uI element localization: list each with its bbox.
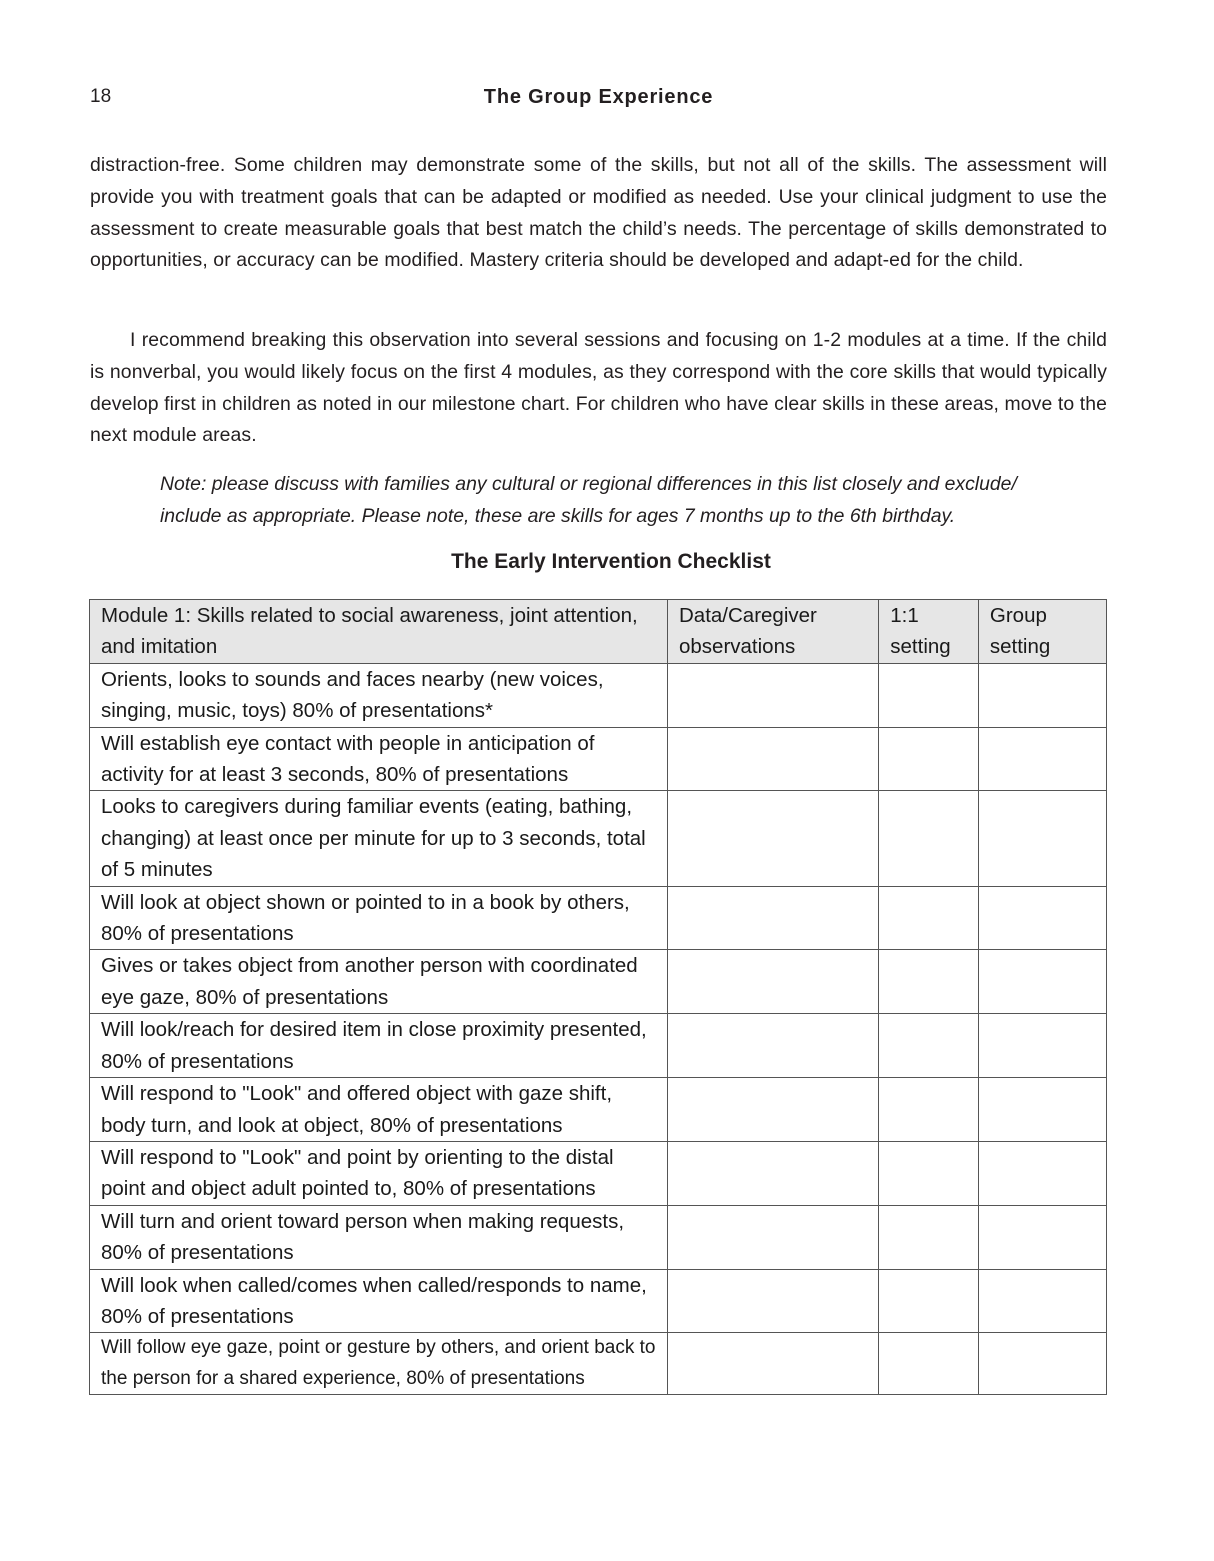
- one-to-one-cell[interactable]: [879, 950, 979, 1014]
- table-row: [90, 1333, 1107, 1394]
- table-row: [90, 950, 1107, 1014]
- group-cell[interactable]: [978, 886, 1106, 950]
- group-cell[interactable]: [978, 791, 1106, 886]
- group-cell[interactable]: [978, 1269, 1106, 1333]
- table-row: [90, 1269, 1107, 1333]
- table-row: [90, 1205, 1107, 1269]
- one-to-one-cell[interactable]: [879, 886, 979, 950]
- skill-cell: Will turn and orient toward person when making requests, 80% of presentations: [90, 1205, 668, 1269]
- data-cell[interactable]: [668, 663, 879, 727]
- skill-cell: Will follow eye gaze, point or gesture by others, and orient back to the person for a shared experience, 80% of presentations: [90, 1333, 668, 1394]
- skill-cell: Looks to caregivers during familiar events (eating, bathing, changing) at least once per minute for up to 3 seconds, total of 5 minutes: [90, 791, 668, 886]
- group-cell[interactable]: [978, 1078, 1106, 1142]
- skill-cell: Will establish eye contact with people in anticipation of activity for at least 3 seconds, 80% of presentations: [90, 727, 668, 791]
- data-cell[interactable]: [668, 1078, 879, 1142]
- table-row: [90, 1014, 1107, 1078]
- table-header-row: [90, 600, 1107, 664]
- column-header-group: Group setting: [978, 600, 1106, 664]
- skill-cell: Will look/reach for desired item in close proximity presented, 80% of presentations: [90, 1014, 668, 1078]
- group-cell[interactable]: [978, 1014, 1106, 1078]
- one-to-one-cell[interactable]: [879, 1014, 979, 1078]
- one-to-one-cell[interactable]: [879, 1269, 979, 1333]
- column-header-data-caregiver: Data/Caregiver observations: [668, 600, 879, 664]
- body-paragraph-2: I recommend breaking this observation into several sessions and focusing on 1-2 modules at a time. If the child is nonverbal, you would likely focus on the first 4 modules, as they correspond with the core skills that would typically develop first in children as noted in our milestone chart. For children who have clear skills in these areas, move to the next module areas.: [90, 329, 1107, 447]
- checklist-title: The Early Intervention Checklist: [451, 550, 771, 573]
- table-row: [90, 791, 1107, 886]
- table-row: [90, 1078, 1107, 1142]
- group-cell[interactable]: [978, 950, 1106, 1014]
- skill-cell: Will respond to "Look" and point by orienting to the distal point and object adult pointed to, 80% of presentations: [90, 1141, 668, 1205]
- running-head: The Group Experience: [483, 86, 714, 108]
- skill-cell: Orients, looks to sounds and faces nearby (new voices, singing, music, toys) 80% of presentations*: [90, 663, 668, 727]
- one-to-one-cell[interactable]: [879, 727, 979, 791]
- skill-cell: Gives or takes object from another person with coordinated eye gaze, 80% of presentations: [90, 950, 668, 1014]
- skill-cell: Will respond to "Look" and offered object with gaze shift, body turn, and look at object, 80% of presentations: [90, 1078, 668, 1142]
- one-to-one-cell[interactable]: [879, 1205, 979, 1269]
- one-to-one-cell[interactable]: [879, 1141, 979, 1205]
- one-to-one-cell[interactable]: [879, 791, 979, 886]
- data-cell[interactable]: [668, 1014, 879, 1078]
- one-to-one-cell[interactable]: [879, 1333, 979, 1394]
- table-row: [90, 663, 1107, 727]
- column-header-one-to-one: 1:1 setting: [879, 600, 979, 664]
- data-cell[interactable]: [668, 950, 879, 1014]
- table-row: [90, 886, 1107, 950]
- skill-cell: Will look when called/comes when called/responds to name, 80% of presentations: [90, 1269, 668, 1333]
- data-cell[interactable]: [668, 791, 879, 886]
- group-cell[interactable]: [978, 1333, 1106, 1394]
- table-row: [90, 727, 1107, 791]
- data-cell[interactable]: [668, 1141, 879, 1205]
- one-to-one-cell[interactable]: [879, 1078, 979, 1142]
- data-cell[interactable]: [668, 1269, 879, 1333]
- data-cell[interactable]: [668, 1205, 879, 1269]
- group-cell[interactable]: [978, 1205, 1106, 1269]
- skill-cell: Will look at object shown or pointed to in a book by others, 80% of presentations: [90, 886, 668, 950]
- early-intervention-checklist-table: [89, 599, 1107, 1395]
- body-paragraph-1: distraction-free. Some children may demonstrate some of the skills, but not all of the skills. The assessment will provide you with treatment goals that can be adapted or modified as needed. Use your clinical judgment to use the assessment to create measurable goals that best match the child’s needs. The percentage of skills demonstrated to opportunities, or accuracy can be modified. Mastery criteria should be developed and adapt-ed for the child.: [90, 154, 1107, 272]
- group-cell[interactable]: [978, 663, 1106, 727]
- table-row: [90, 1141, 1107, 1205]
- column-header-module: Module 1: Skills related to social awareness, joint attention, and imitation: [90, 600, 668, 664]
- group-cell[interactable]: [978, 1141, 1106, 1205]
- data-cell[interactable]: [668, 1333, 879, 1394]
- data-cell[interactable]: [668, 886, 879, 950]
- note-paragraph: Note: please discuss with families any cultural or regional differences in this list closely and exclude/ include as appropriate. Please note, these are skills for ages 7 months up to the 6th birthday.: [160, 473, 1017, 527]
- group-cell[interactable]: [978, 727, 1106, 791]
- one-to-one-cell[interactable]: [879, 663, 979, 727]
- page-number: 18: [90, 86, 112, 107]
- data-cell[interactable]: [668, 727, 879, 791]
